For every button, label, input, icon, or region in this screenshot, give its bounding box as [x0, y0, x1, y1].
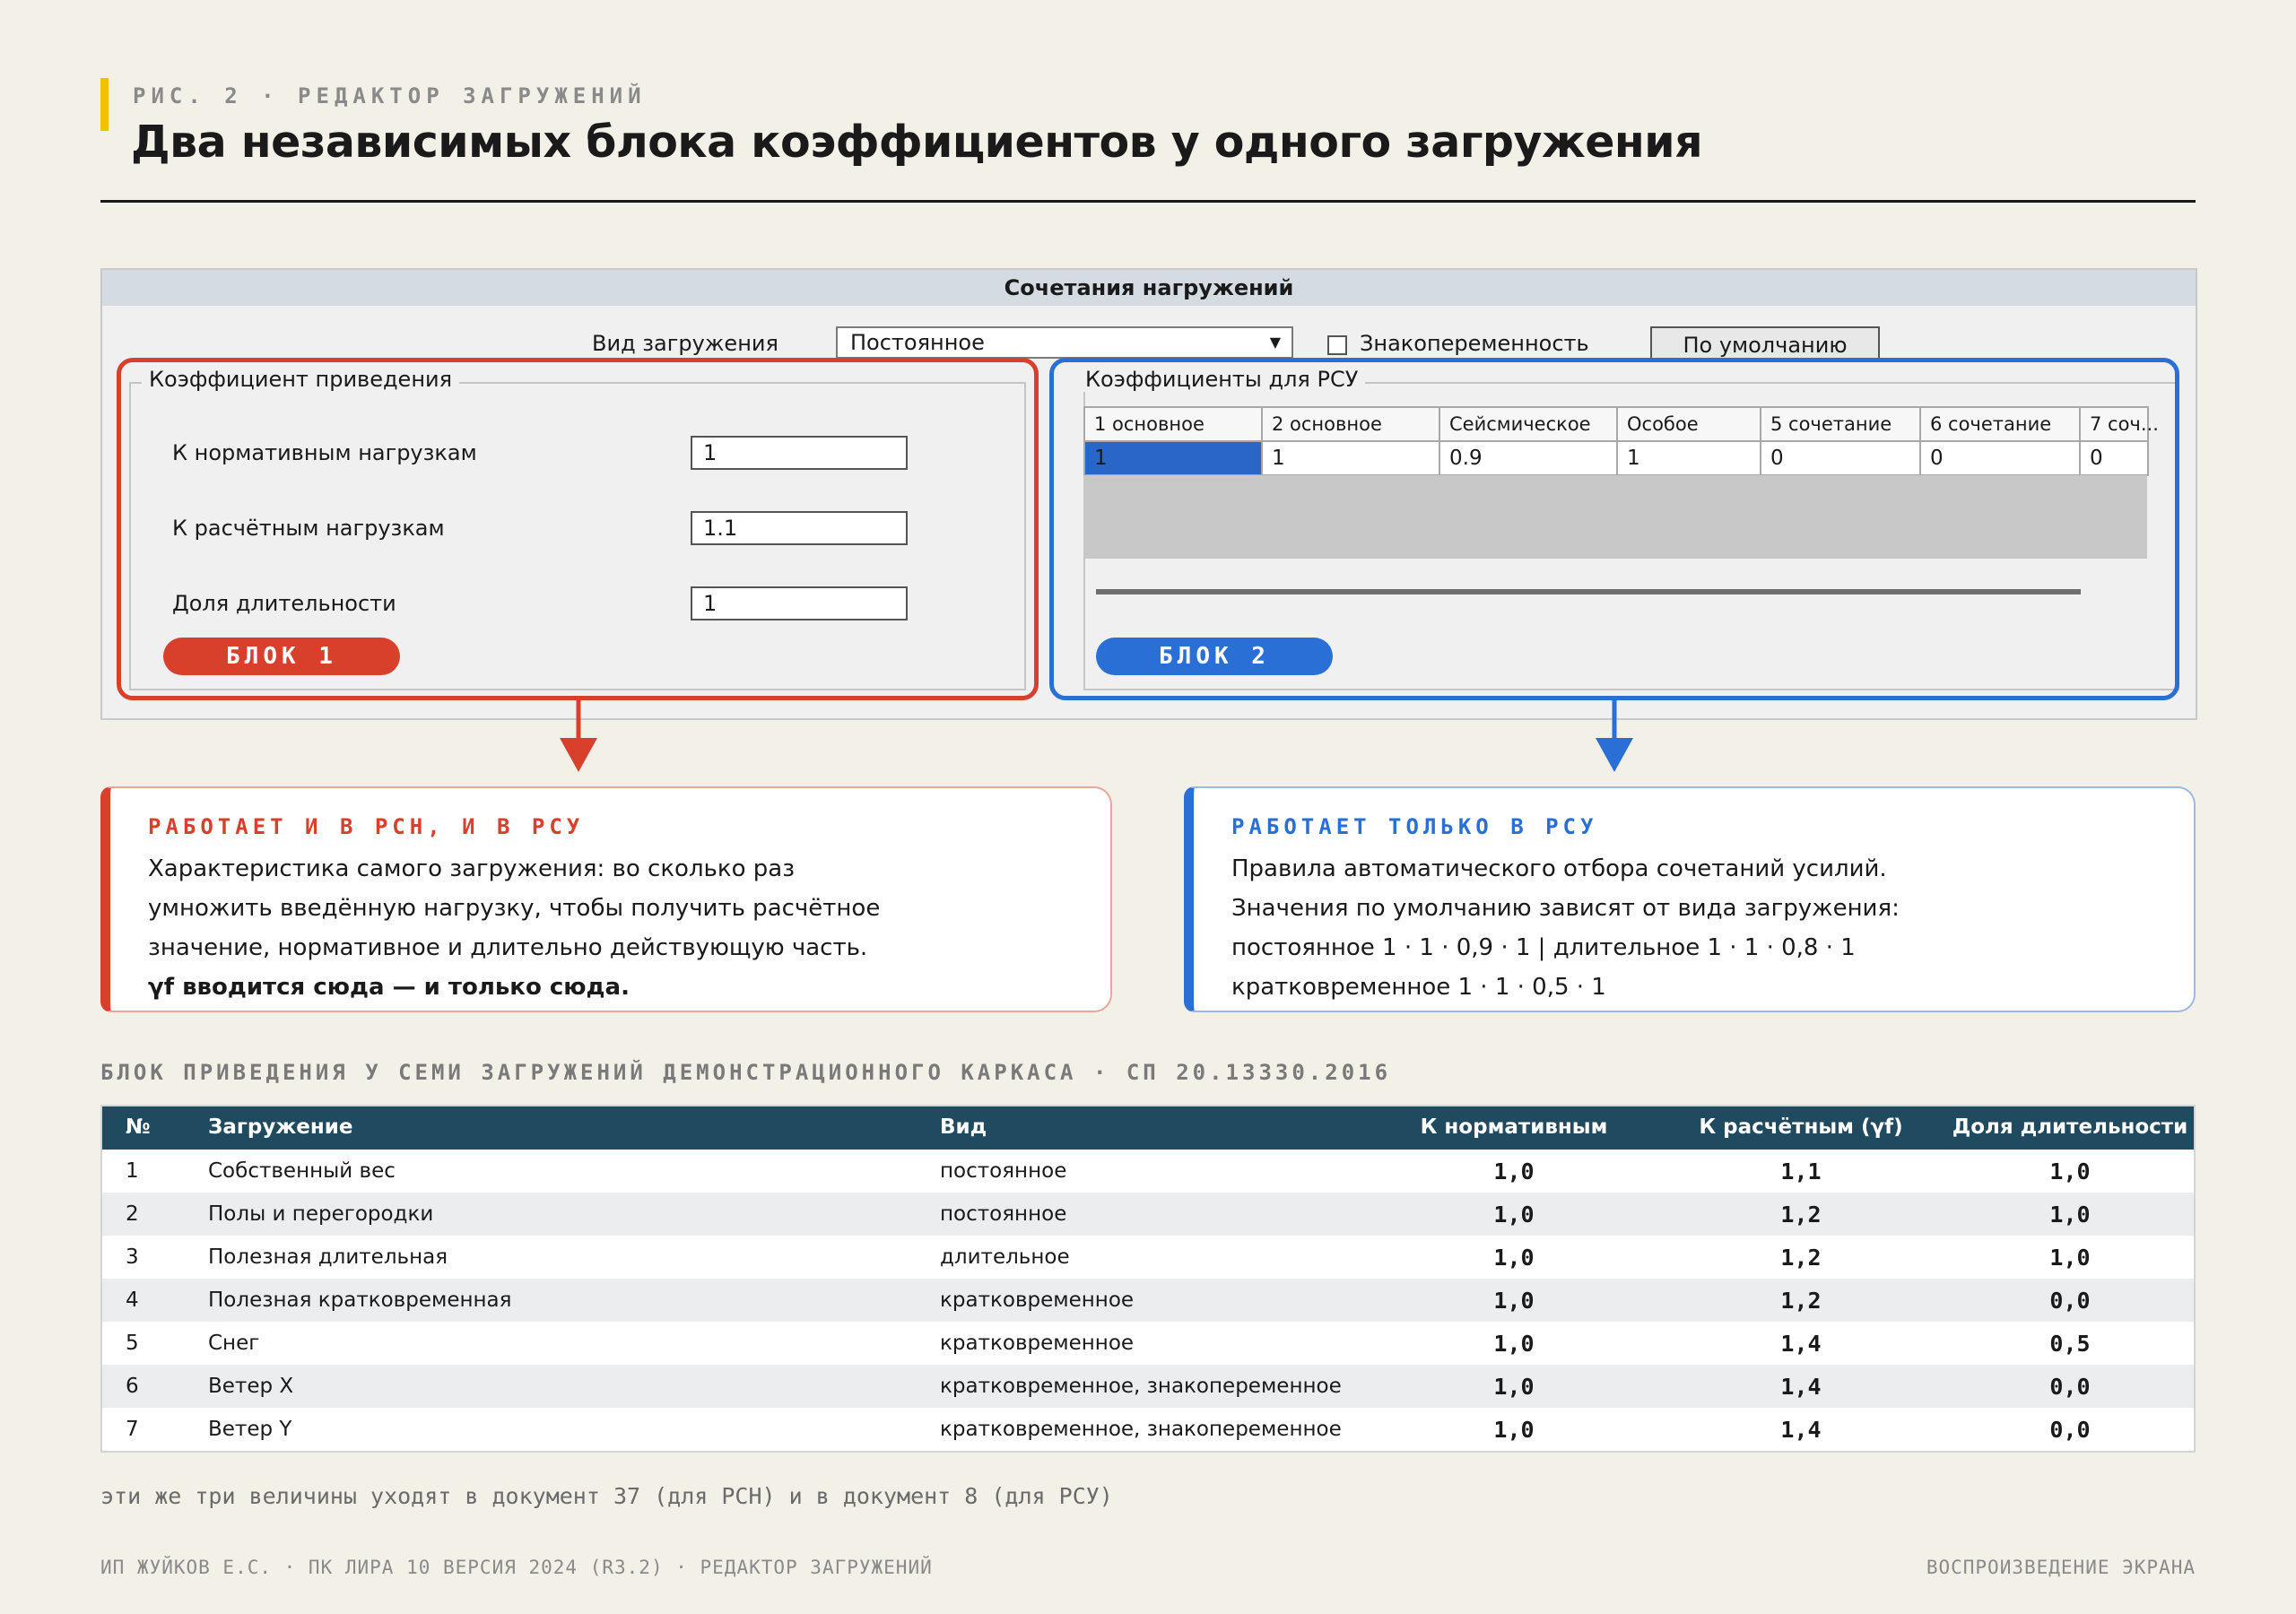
- normative-coef: 1,0: [1370, 1193, 1657, 1236]
- load-name: Снег: [199, 1322, 931, 1365]
- column-header: К нормативным: [1370, 1105, 1657, 1150]
- load-name: Полезная длительная: [199, 1236, 931, 1279]
- load-type-value: Постоянное: [850, 330, 985, 355]
- block-2-arrow-icon: [1594, 700, 1635, 772]
- design-coef: 1,4: [1657, 1322, 1944, 1365]
- normative-coef: 1,0: [1370, 1322, 1657, 1365]
- table-row: [100, 1193, 2196, 1236]
- rsu-value-cell[interactable]: 1: [1262, 441, 1439, 475]
- block-1-callout: [100, 786, 1112, 1012]
- design-coef: 1,4: [1657, 1365, 1944, 1408]
- chevron-down-icon: ▼: [1269, 334, 1281, 351]
- table-row: [100, 1322, 2196, 1365]
- rsu-value-cell[interactable]: 0: [1761, 441, 1920, 475]
- table-row: [100, 1365, 2196, 1408]
- duration-share: 0,0: [1944, 1365, 2196, 1408]
- duration-share: 0,0: [1944, 1408, 2196, 1451]
- dialog-title: Сочетания нагружений: [102, 270, 2196, 306]
- rsu-column-header[interactable]: 1 основное: [1084, 407, 1262, 441]
- design-coef: 1,1: [1657, 1150, 1944, 1193]
- column-header: Доля длительности: [1944, 1105, 2196, 1150]
- loads-header-row: [100, 1105, 2196, 1150]
- reduction-coef-group-title: Коэффициент приведения: [142, 367, 459, 392]
- row-number: 5: [100, 1322, 199, 1365]
- load-name: Ветер X: [199, 1365, 931, 1408]
- callout-line: Значения по умолчанию зависят от вида загружения:: [1231, 895, 1900, 922]
- duration-share: 1,0: [1944, 1193, 2196, 1236]
- normative-loads-label: К нормативным нагрузкам: [172, 440, 477, 465]
- footer-credit: ИП ЖУЙКОВ Е.С. · ПК ЛИРА 10 ВЕРСИЯ 2024 (R3.2) · РЕДАКТОР ЗАГРУЖЕНИЙ: [100, 1557, 933, 1578]
- callout-line: кратковременное 1 · 1 · 0,5 · 1: [1231, 974, 1606, 1001]
- callout-line: Правила автоматического отбора сочетаний усилий.: [1231, 855, 1887, 882]
- callout-line: значение, нормативное и длительно действующую часть.: [148, 934, 868, 961]
- table-row: [100, 1236, 2196, 1279]
- normative-coef: 1,0: [1370, 1150, 1657, 1193]
- load-name: Полезная кратковременная: [199, 1279, 931, 1322]
- column-header: К расчётным (γf): [1657, 1105, 1944, 1150]
- load-name: Ветер Y: [199, 1408, 931, 1451]
- rsu-column-header[interactable]: 5 сочетание: [1761, 407, 1920, 441]
- rsu-value-cell[interactable]: 1: [1084, 441, 1262, 475]
- normative-loads-input[interactable]: 1: [691, 436, 908, 470]
- row-number: 7: [100, 1408, 199, 1451]
- load-kind: кратковременное: [931, 1322, 1370, 1365]
- rsu-column-header[interactable]: Сейсмическое: [1439, 407, 1617, 441]
- footnote: эти же три величины уходят в документ 37 (для РСН) и в документ 8 (для РСУ): [100, 1483, 1113, 1509]
- design-coef: 1,2: [1657, 1193, 1944, 1236]
- table-row: [100, 1150, 2196, 1193]
- default-button[interactable]: По умолчанию: [1650, 326, 1880, 362]
- block-1-highlight-frame: [117, 358, 1039, 700]
- design-loads-label: К расчётным нагрузкам: [172, 516, 445, 541]
- load-kind: постоянное: [931, 1193, 1370, 1236]
- duration-share-label: Доля длительности: [172, 591, 396, 616]
- block-2-highlight-frame: [1049, 358, 2179, 700]
- load-kind: кратковременное, знакопеременное: [931, 1408, 1370, 1451]
- callout-line: умножить введённую нагрузку, чтобы получить расчётное: [148, 895, 881, 922]
- normative-coef: 1,0: [1370, 1236, 1657, 1279]
- loads-table: [100, 1105, 2196, 1451]
- duration-share: 0,5: [1944, 1322, 2196, 1365]
- duration-share: 1,0: [1944, 1236, 2196, 1279]
- normative-coef: 1,0: [1370, 1365, 1657, 1408]
- callout-line: постоянное 1 · 1 · 0,9 · 1 | длительное 1 · 1 · 0,8 · 1: [1231, 934, 1856, 961]
- sign-variable-checkbox[interactable]: [1327, 335, 1347, 355]
- column-header: Загружение: [199, 1105, 931, 1150]
- row-number: 2: [100, 1193, 199, 1236]
- sign-variable-label: Знакопеременность: [1360, 331, 1589, 356]
- duration-share: 0,0: [1944, 1279, 2196, 1322]
- design-coef: 1,4: [1657, 1408, 1944, 1451]
- rsu-column-header[interactable]: 6 сочетание: [1920, 407, 2080, 441]
- row-number: 1: [100, 1150, 199, 1193]
- load-kind: постоянное: [931, 1150, 1370, 1193]
- page-title: Два независимых блока коэффициентов у одного загружения: [131, 117, 1703, 168]
- callout-line: Характеристика самого загружения: во сколько раз: [148, 855, 796, 882]
- load-name: Собственный вес: [199, 1150, 931, 1193]
- callout-line-emphasis: γf вводится сюда — и только сюда.: [148, 974, 630, 1001]
- load-kind: длительное: [931, 1236, 1370, 1279]
- figure-accent-bar: [100, 78, 109, 131]
- row-number: 4: [100, 1279, 199, 1322]
- block-2-callout: [1184, 786, 2196, 1012]
- normative-coef: 1,0: [1370, 1279, 1657, 1322]
- design-coef: 1,2: [1657, 1279, 1944, 1322]
- load-name: Полы и перегородки: [199, 1193, 931, 1236]
- table-caption: БЛОК ПРИВЕДЕНИЯ У СЕМИ ЗАГРУЖЕНИЙ ДЕМОНСТРАЦИОННОГО КАРКАСА · СП 20.13330.2016: [100, 1060, 1392, 1085]
- design-coef: 1,2: [1657, 1236, 1944, 1279]
- rsu-value-cell[interactable]: 0: [1920, 441, 2080, 475]
- design-loads-input[interactable]: 1.1: [691, 511, 908, 545]
- duration-share: 1,0: [1944, 1150, 2196, 1193]
- row-number: 6: [100, 1365, 199, 1408]
- rsu-column-header[interactable]: 7 соч...: [2080, 407, 2148, 441]
- rsu-column-header[interactable]: Особое: [1617, 407, 1761, 441]
- rsu-value-cell[interactable]: 1: [1617, 441, 1761, 475]
- load-type-label: Вид загружения: [592, 331, 778, 356]
- figure-label: РИС. 2 · РЕДАКТОР ЗАГРУЖЕНИЙ: [133, 83, 647, 108]
- rsu-column-header[interactable]: 2 основное: [1262, 407, 1439, 441]
- column-header: №: [100, 1105, 199, 1150]
- row-number: 3: [100, 1236, 199, 1279]
- rsu-value-cell[interactable]: 0: [2080, 441, 2148, 475]
- title-divider: [100, 200, 2196, 203]
- block-2-badge: БЛОК 2: [1096, 638, 1333, 675]
- block-1-badge: БЛОК 1: [163, 638, 400, 675]
- rsu-value-cell[interactable]: 0.9: [1439, 441, 1617, 475]
- callout-heading: РАБОТАЕТ И В РСН, И В РСУ: [148, 814, 585, 839]
- duration-share-input[interactable]: 1: [691, 586, 908, 620]
- load-type-select[interactable]: [836, 326, 1293, 359]
- footer-label: ВОСПРОИЗВЕДЕНИЕ ЭКРАНА: [1926, 1557, 2196, 1578]
- load-kind: кратковременное: [931, 1279, 1370, 1322]
- callout-heading: РАБОТАЕТ ТОЛЬКО В РСУ: [1231, 814, 1598, 839]
- normative-coef: 1,0: [1370, 1408, 1657, 1451]
- table-row: [100, 1408, 2196, 1451]
- table-row: [100, 1279, 2196, 1322]
- column-header: Вид: [931, 1105, 1370, 1150]
- block-1-arrow-icon: [558, 700, 599, 772]
- rsu-coef-group-title: Коэффициенты для РСУ: [1078, 367, 1365, 392]
- load-kind: кратковременное, знакопеременное: [931, 1365, 1370, 1408]
